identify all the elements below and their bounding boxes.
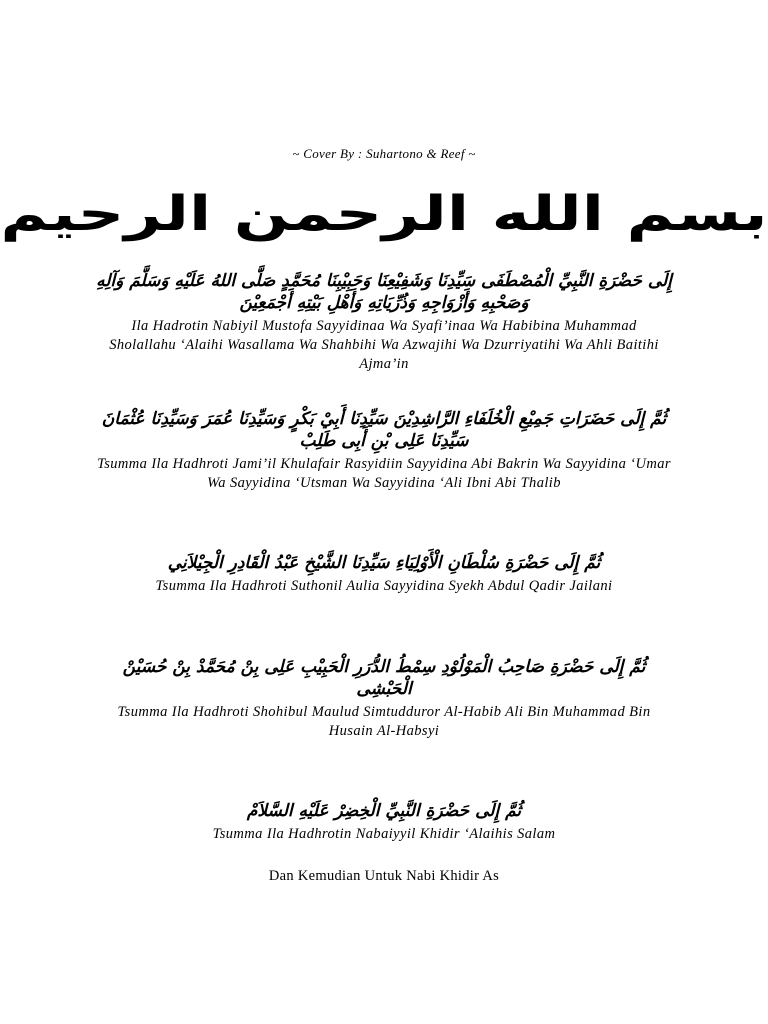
section-3-arabic: ثُمَّ إِلَى حَضْرَةِ سُلْطَانِ الْأَوْلِيَاءِ سَيِّدِنَا الشَّيْخِ عَبْدُ الْقَادِرِ الْجِيْلاَنِي xyxy=(167,553,601,573)
section-5-arabic: ثُمَّ إِلَى حَضْرَةِ النَّبِيِّ الْخِضِرْ عَلَيْهِ السَّلاَمْ xyxy=(246,801,522,821)
cover-credit: ~ Cover By : Suhartono & Reef ~ xyxy=(292,146,476,161)
section-1-arabic: إِلَى حَضْرَةِ النَّبِيِّ الْمُصْطَفَى سَيِّدِنَا وَشَفِيْعِنَا وَحَبِيْبِنَا مُحَمَّدٍ صَلَّى اللهُ عَلَيْهِ وَسَلَّمَ وَآلِهِ وَصَحْبِهِ وَأَزْوَاجِهِ وَذُرِّيَاتِهِ وَأَهْلِ بَيْتِهِ أَجْمَعِيْنَ xyxy=(96,271,672,313)
section-2 xyxy=(96,408,672,493)
section-3 xyxy=(96,552,672,596)
section-2-arabic: ثُمَّ إِلَى حَضَرَاتِ جَمِيْعِ الْخُلَفَاءِ الرَّاشِدِيْنَ سَيِّدِنَا أَبِيْ بَكْرٍ وَسَيِّدِنَا عُمَرَ وَسَيِّدِنَا عُثْمَانَ سَيِّدِنَا عَلِى بْنِ أَبِى طَلِبْ xyxy=(101,409,667,451)
section-2-transliteration: Tsumma Ila Hadhroti Jami’il Khulafair Rasyidiin Sayyidina Abi Bakrin Wa Sayyidina ‘Umar Wa Sayyidina ‘Utsman Wa Sayyidina ‘Ali Ibni Abi Thalib xyxy=(97,456,671,491)
closing-line: Dan Kemudian Untuk Nabi Khidir As xyxy=(268,868,500,884)
basmalah-calligraphy: بسم الله الرحمن الرحيم xyxy=(0,186,768,242)
section-3-transliteration: Tsumma Ila Hadhroti Suthonil Aulia Sayyidina Syekh Abdul Qadir Jailani xyxy=(155,578,613,594)
section-1-transliteration: Ila Hadrotin Nabiyil Mustofa Sayyidinaa Wa Syafi’inaa Wa Habibina Muhammad Sholallahu ‘Alaihi Wasallama Wa Shahbihi Wa Azwajihi Wa Dzurriyatihi Wa Ahli Baitihi Ajma’in xyxy=(109,318,659,372)
section-5 xyxy=(96,800,672,844)
section-4-transliteration: Tsumma Ila Hadhroti Shohibul Maulud Simtudduror Al-Habib Ali Bin Muhammad Bin Husain Al-Habsyi xyxy=(117,704,651,739)
section-4 xyxy=(96,656,672,741)
section-1 xyxy=(96,270,672,374)
section-5-transliteration: Tsumma Ila Hadhrotin Nabaiyyil Khidir ‘Alaihis Salam xyxy=(212,826,556,842)
section-4-arabic: ثُمَّ إِلَى حَضْرَةِ صَاحِبُ الْمَوْلُوْدِ سِمْطُ الدُّرَرِ الْحَبِيْبِ عَلِى بِنْ مُحَمَّدْ بِنْ حُسَيْنْ الْحَبْشِى xyxy=(122,657,646,699)
